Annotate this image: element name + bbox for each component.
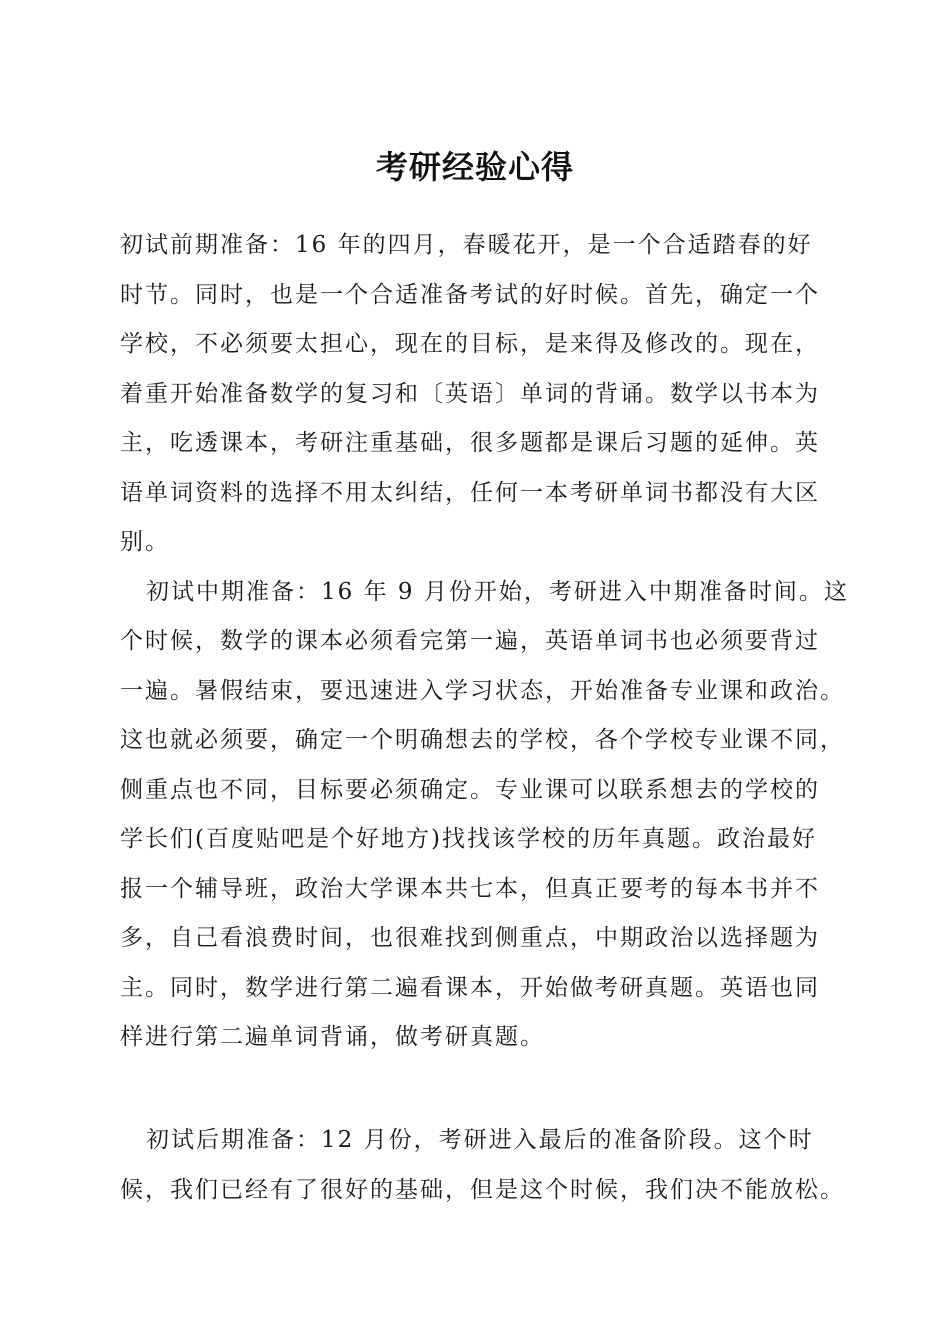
paragraph-line: 初试前期准备：16 年的四月，春暖花开，是一个合适踏春的好 [120, 232, 813, 258]
paragraph-line: 一遍。暑假结束，要迅速进入学习状态，开始准备专业课和政治。 [120, 678, 845, 704]
paragraph-line: 时节。同时，也是一个合适准备考试的好时候。首先，确定一个 [120, 282, 820, 308]
paragraph-line: 主，吃透课本，考研注重基础，很多题都是课后习题的延伸。英 [120, 430, 820, 456]
paragraph-line: 这也就必须要，确定一个明确想去的学校，各个学校专业课不同， [120, 727, 845, 753]
paragraph-line: 主。同时，数学进行第二遍看课本，开始做考研真题。英语也同 [120, 975, 820, 1001]
paragraph-line: 侧重点也不同，目标要必须确定。专业课可以联系想去的学校的 [120, 777, 820, 803]
paragraph-line: 学长们(百度贴吧是个好地方)找找该学校的历年真题。政治最好 [120, 826, 817, 852]
paragraph-line: 着重开始准备数学的复习和〔英语〕单词的背诵。数学以书本为 [120, 381, 820, 407]
paragraph-line: 多，自己看浪费时间，也很难找到侧重点，中期政治以选择题为 [120, 925, 820, 951]
paragraph-line: 报一个辅导班，政治大学课本共七本，但真正要考的每本书并不 [120, 876, 820, 902]
paragraph-line: 个时候，数学的课本必须看完第一遍，英语单词书也必须要背过 [120, 628, 820, 654]
page-title: 考研经验心得 [375, 148, 574, 186]
paragraph-line: 候，我们已经有了很好的基础，但是这个时候，我们决不能放松。 [120, 1177, 845, 1203]
paragraph-line: 初试后期准备：12 月份，考研进入最后的准备阶段。这个时 [146, 1127, 814, 1153]
paragraph-line: 样进行第二遍单词背诵，做考研真题。 [120, 1024, 545, 1050]
paragraph-line: 别。 [120, 529, 170, 555]
paragraph-line: 初试中期准备：16 年 9 月份开始，考研进入中期准备时间。这 [146, 579, 849, 605]
paragraph-line: 学校，不必须要太担心，现在的目标，是来得及修改的。现在， [120, 331, 820, 357]
paragraph-line: 语单词资料的选择不用太纠结，任何一本考研单词书都没有大区 [120, 480, 820, 506]
